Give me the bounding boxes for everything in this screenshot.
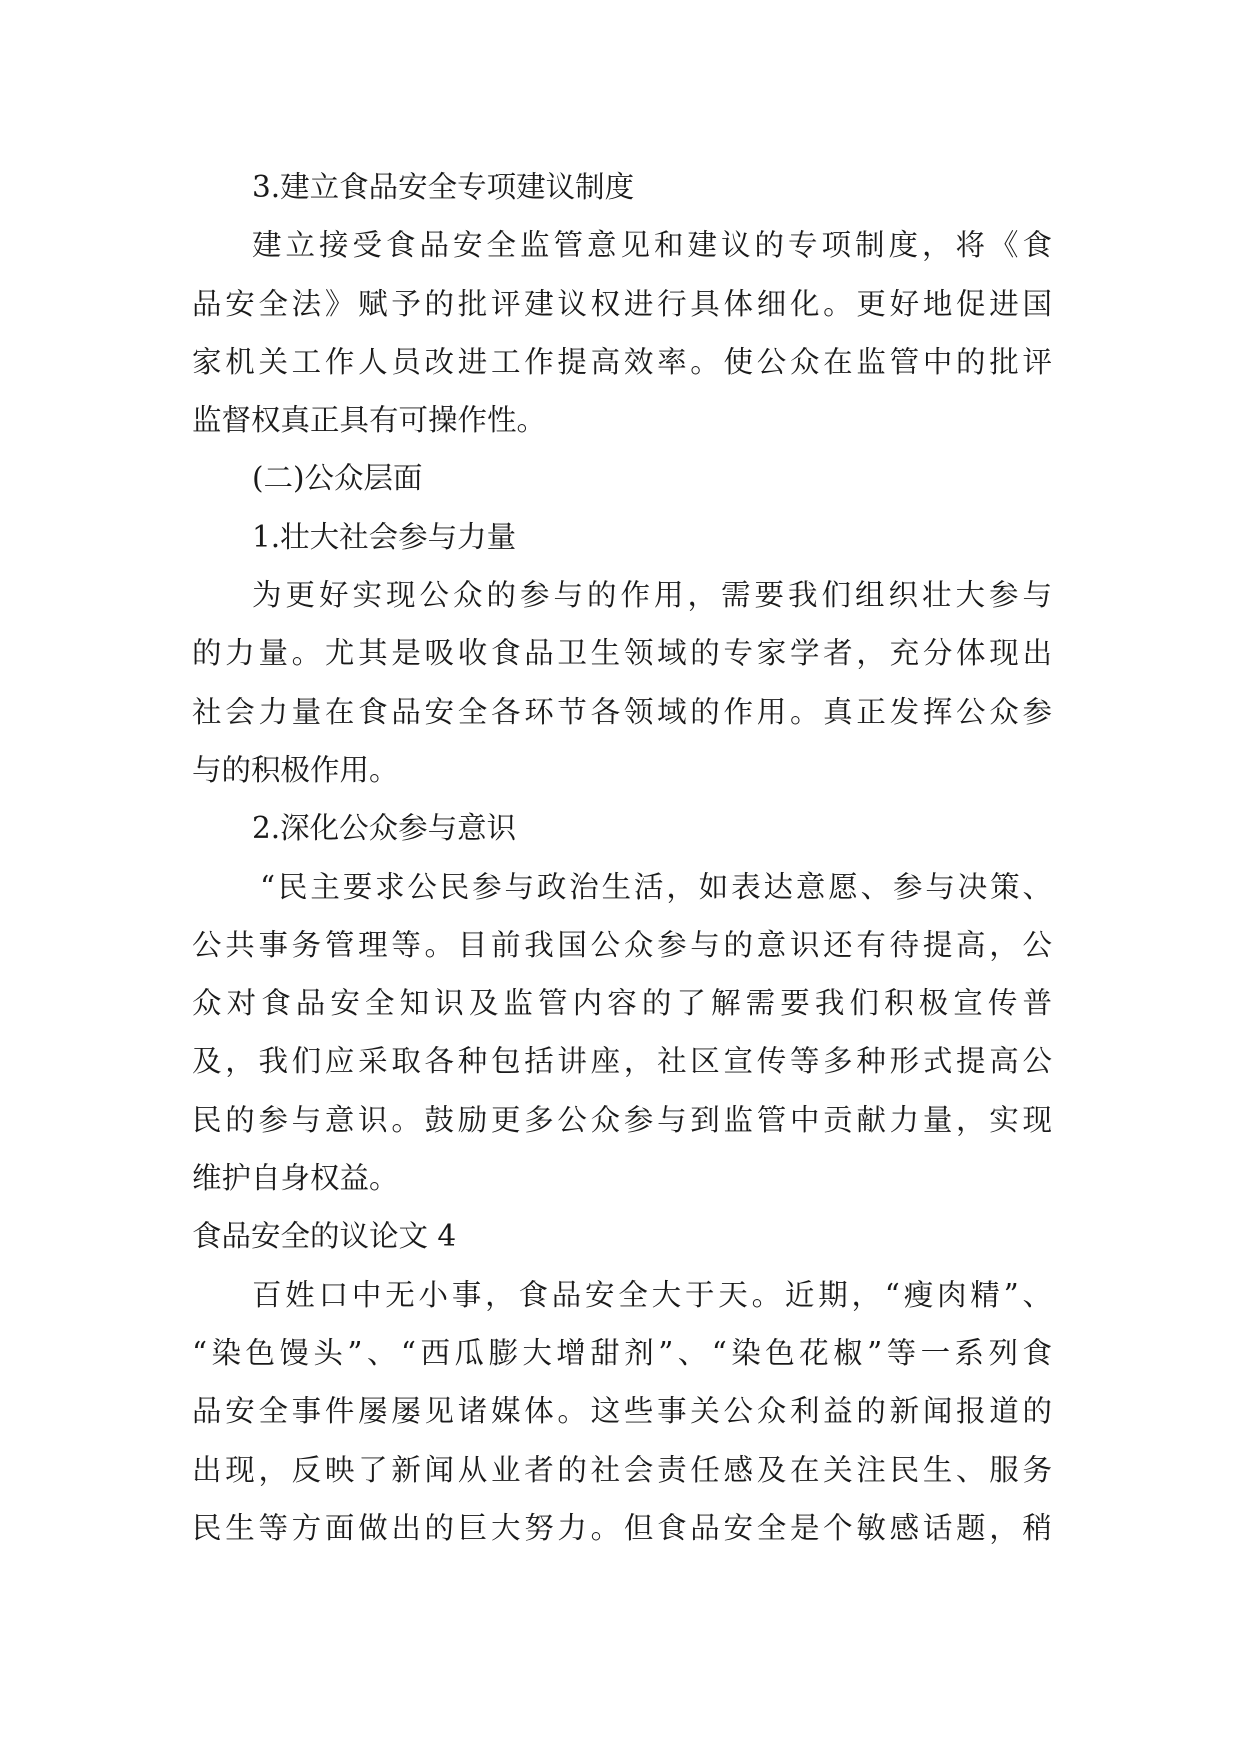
paragraph-line: 为更好实现公众的参与的作用，需要我们组织壮大参与 xyxy=(252,578,1052,613)
paragraph-line: 民的参与意识。鼓励更多公众参与到监管中贡献力量，实现 xyxy=(192,1102,1052,1137)
paragraph-line: 出现，反映了新闻从业者的社会责任感及在关注民生、服务 xyxy=(192,1452,1052,1487)
paragraph-line: 社会力量在食品安全各环节各领域的作用。真正发挥公众参 xyxy=(192,694,1052,729)
subheading-item-1: 1.壮大社会参与力量 xyxy=(252,519,517,554)
paragraph-line: 监督权真正具有可操作性。 xyxy=(192,403,547,438)
paragraph-line: 众对食品安全知识及监管内容的了解需要我们积极宣传普 xyxy=(192,986,1052,1021)
document-body xyxy=(192,158,1052,1557)
paragraph-line: 与的积极作用。 xyxy=(192,752,399,787)
paragraph-line: 公共事务管理等。目前我国公众参与的意识还有待提高，公 xyxy=(192,927,1052,962)
paragraph-line: 的力量。尤其是吸收食品卫生领域的专家学者，充分体现出 xyxy=(192,636,1052,671)
subheading-item-3: 3.建立食品安全专项建议制度 xyxy=(252,170,635,204)
paragraph-line: 及，我们应采取各种包括讲座，社区宣传等多种形式提高公 xyxy=(192,1044,1052,1079)
paragraph-line: 建立接受食品安全监管意见和建议的专项制度，将《食 xyxy=(252,228,1052,263)
paragraph-line: 品安全事件屡屡见诸媒体。这些事关公众利益的新闻报道的 xyxy=(192,1394,1052,1429)
paragraph-line: 维护自身权益。 xyxy=(192,1161,399,1196)
subheading-item-2: 2.深化公众参与意识 xyxy=(252,811,517,846)
paragraph-line: “染色馒头”、“西瓜膨大增甜剂”、“染色花椒”等一系列食 xyxy=(192,1335,1052,1370)
paragraph-line: 民生等方面做出的巨大努力。但食品安全是个敏感话题，稍 xyxy=(192,1510,1052,1545)
paragraph-line: 品安全法》赋予的批评建议权进行具体细化。更好地促进国 xyxy=(192,286,1052,321)
section-heading: (二)公众层面 xyxy=(252,461,423,496)
paragraph-line: 百姓口中无小事，食品安全大于天。近期，“瘦肉精”、 xyxy=(252,1277,1052,1312)
essay-title: 食品安全的议论文 4 xyxy=(192,1219,457,1254)
paragraph-line: 家机关工作人员改进工作提高效率。使公众在监管中的批评 xyxy=(192,344,1052,379)
paragraph-line: “民主要求公民参与政治生活，如表达意愿、参与决策、 xyxy=(260,869,1052,904)
